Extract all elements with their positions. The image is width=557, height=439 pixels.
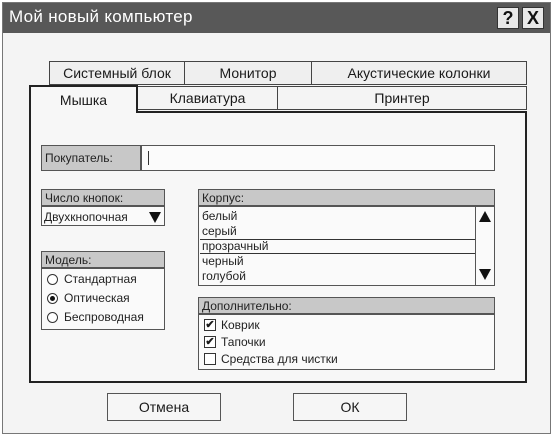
dialog-window <box>2 2 551 434</box>
cancel-button[interactable]: Отмена <box>107 393 221 421</box>
buyer-input[interactable] <box>141 145 495 171</box>
tab-monitor[interactable]: Монитор <box>184 61 312 85</box>
tab-panel-mouse <box>29 111 527 383</box>
list-item[interactable]: голубой <box>202 269 246 283</box>
help-button[interactable]: ? <box>497 7 519 29</box>
dropdown-arrow-icon[interactable] <box>149 212 161 223</box>
checkbox-label: Средства для чистки <box>221 352 338 366</box>
tab-keyboard[interactable]: Клавиатура <box>137 86 278 110</box>
scroll-up-arrow-icon[interactable] <box>479 211 491 222</box>
model-option-label: Стандартная <box>64 272 137 286</box>
checkbox-cleaning[interactable] <box>204 353 216 365</box>
checkbox-label: Коврик <box>221 318 260 332</box>
model-option-label: Оптическая <box>64 291 130 305</box>
title-bar <box>3 3 550 33</box>
text-cursor <box>148 151 149 165</box>
tab-printer[interactable]: Принтер <box>277 86 527 110</box>
model-radio-wireless[interactable] <box>47 312 58 323</box>
list-scrollbar[interactable] <box>475 207 494 285</box>
checkbox-slippers[interactable]: ✔ <box>205 336 215 348</box>
model-option-label: Беспроводная <box>64 310 144 324</box>
buyer-label: Покупатель: <box>41 145 141 171</box>
tab-system-unit[interactable]: Системный блок <box>49 61 185 85</box>
buttons-count-label: Число кнопок: <box>41 189 165 206</box>
checkbox-mousepad[interactable]: ✔ <box>205 319 215 331</box>
checkbox-label: Тапочки <box>221 335 266 349</box>
buttons-count-select[interactable] <box>41 206 165 226</box>
model-radio-group <box>41 268 165 330</box>
body-color-list[interactable] <box>198 206 495 286</box>
tab-speakers[interactable]: Акустические колонки <box>311 61 527 85</box>
ok-button[interactable]: ОК <box>293 393 407 421</box>
scroll-down-arrow-icon[interactable] <box>479 269 491 280</box>
body-label: Корпус: <box>198 189 495 206</box>
window-title: Мой новый компьютер <box>9 7 193 26</box>
extra-label: Дополнительно: <box>198 297 495 314</box>
close-button[interactable]: X <box>522 7 544 29</box>
list-item[interactable]: серый <box>202 224 237 238</box>
tab-mouse[interactable]: Мышка <box>29 85 138 113</box>
list-item[interactable]: белый <box>202 209 238 223</box>
buttons-count-value: Двухкнопочная <box>44 210 128 224</box>
model-radio-optical[interactable] <box>47 293 58 304</box>
model-radio-standard[interactable] <box>47 274 58 285</box>
list-item[interactable]: черный <box>202 254 244 268</box>
list-item[interactable]: прозрачный <box>202 239 269 253</box>
model-label: Модель: <box>41 251 165 268</box>
extra-checkbox-group <box>198 314 495 370</box>
